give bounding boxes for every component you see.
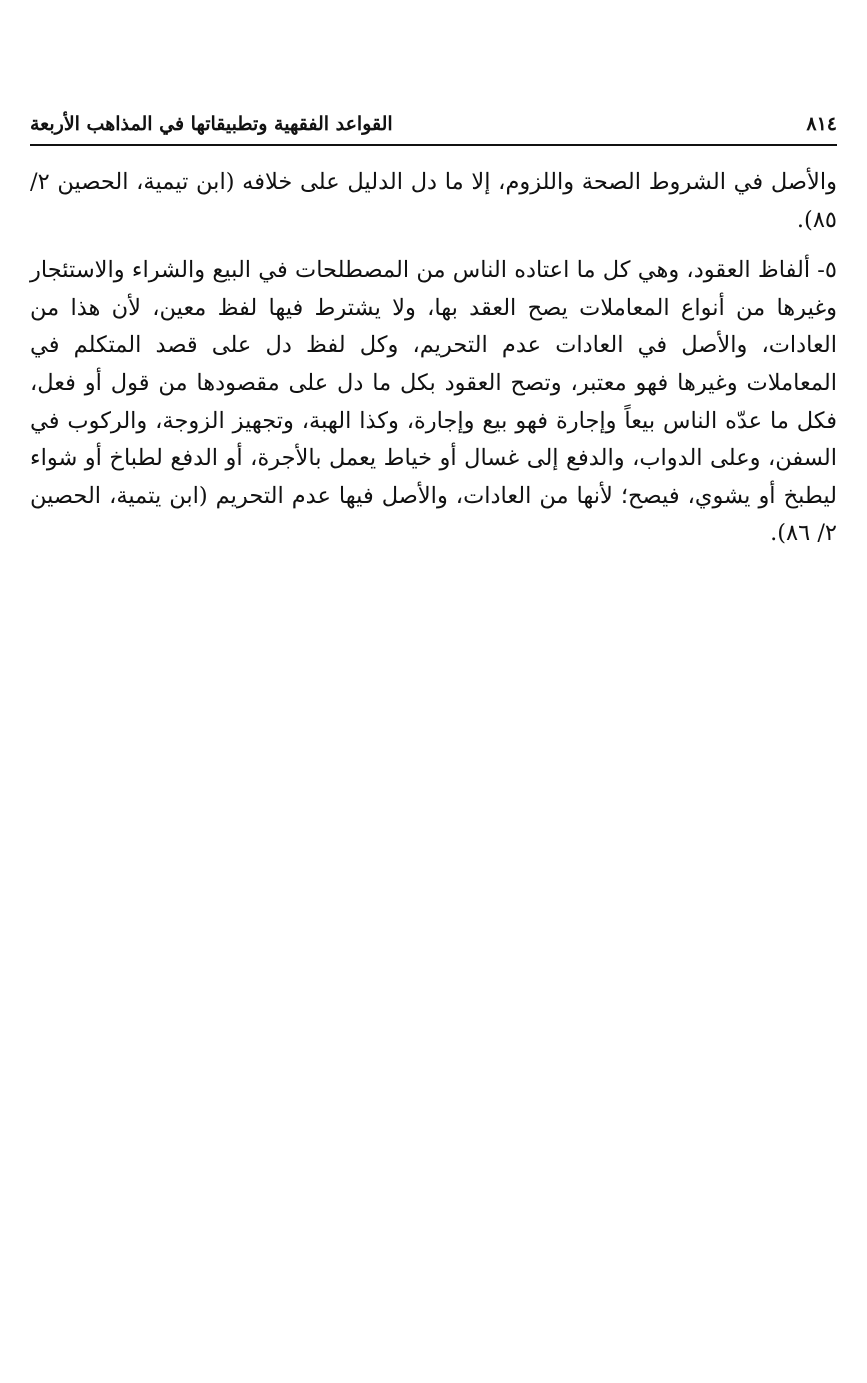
body-text [30, 164, 837, 553]
page-number: ٨١٤ [806, 113, 837, 135]
paragraph-1: والأصل في الشروط الصحة واللزوم، إلا ما دل الدليل على خلافه (ابن تيمية، الحصين ٢/ ٨٥). [30, 169, 837, 233]
paragraph-2: ٥- ألفاظ العقود، وهي كل ما اعتاده الناس من المصطلحات في البيع والشراء والاستئجار وغيرها من أنواع المعاملات يصح العقد بها، ولا يشترط فيها لفظ معين، لأن هذا من العادات، والأصل في العادات عدم التحريم، وكل لفظ دل على قصد المتكلم في المعاملات وغيرها فهو معتبر، وتصح العقود بكل ما دل على مقصودها من قول أو فعل، فكل ما عدّه الناس بيعاً وإجارة فهو بيع وإجارة، وكذا الهبة، وتجهيز الزوجة، والركوب في السفن، وعلى الدواب، والدفع إلى غسال أو خياط يعمل بالأجرة، أو الدفع لطباخ أو شواء ليطبخ أو يشوي، فيصح؛ لأنها من العادات، والأصل فيها عدم التحريم (ابن يتمية، الحصين ٢/ ٨٦). [30, 257, 838, 547]
running-header [30, 108, 837, 140]
header-divider [30, 144, 837, 146]
book-title: القواعد الفقهية وتطبيقاتها في المذاهب الأربعة [30, 113, 393, 135]
